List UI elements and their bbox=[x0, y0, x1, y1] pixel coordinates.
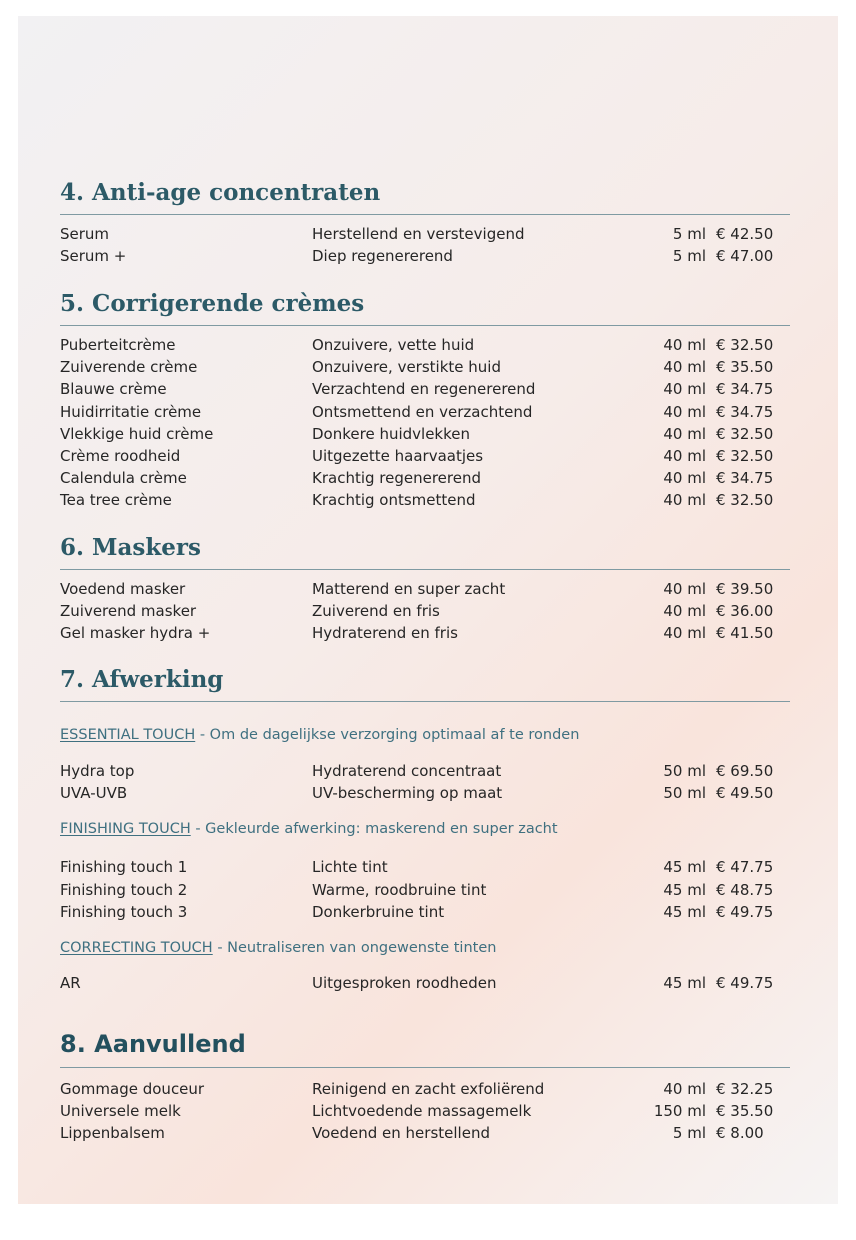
product-name: Finishing touch 2 bbox=[60, 880, 188, 899]
product-price: € 42.50 bbox=[716, 225, 774, 243]
subheading-finishing-touch bbox=[60, 818, 790, 840]
product-row bbox=[60, 901, 790, 923]
product-price: € 34.75 bbox=[716, 469, 774, 488]
section-divider bbox=[60, 701, 790, 702]
product-row bbox=[60, 223, 790, 245]
product-price: € 49.75 bbox=[716, 902, 774, 921]
product-volume: 150 ml bbox=[653, 1102, 706, 1121]
product-description: Krachtig regenererend bbox=[312, 469, 481, 488]
product-description: Krachtig ontsmettend bbox=[312, 491, 476, 510]
product-description: Matterend en super zacht bbox=[312, 580, 506, 598]
product-row bbox=[60, 245, 790, 267]
section-divider bbox=[60, 214, 790, 215]
product-row bbox=[60, 578, 790, 600]
product-description: Uitgesproken roodheden bbox=[312, 973, 497, 992]
subheading-note: - Neutraliseren van ongewenste tinten bbox=[212, 939, 497, 956]
product-volume: 40 ml bbox=[663, 446, 706, 465]
product-price: € 39.50 bbox=[716, 580, 774, 598]
product-description: Ontsmettend en verzachtend bbox=[312, 402, 533, 421]
product-volume: 40 ml bbox=[663, 624, 706, 643]
product-description: Hydraterend en fris bbox=[312, 624, 458, 643]
product-volume: 40 ml bbox=[663, 402, 706, 421]
product-volume: 50 ml bbox=[663, 784, 706, 803]
product-description: Onzuivere, verstikte huid bbox=[312, 358, 501, 377]
product-volume: 5 ml bbox=[672, 1124, 706, 1143]
product-row bbox=[60, 856, 790, 878]
product-name: Blauwe crème bbox=[60, 380, 167, 399]
product-volume: 40 ml bbox=[663, 380, 706, 399]
product-description: Lichtvoedende massagemelk bbox=[312, 1102, 532, 1121]
section-title: 6. Maskers bbox=[60, 534, 201, 561]
product-price: € 35.50 bbox=[716, 1102, 774, 1121]
product-row bbox=[60, 334, 790, 356]
product-list bbox=[60, 760, 790, 804]
subheading-essential-touch bbox=[60, 724, 790, 746]
subheading-label: ESSENTIAL TOUCH bbox=[60, 727, 196, 743]
product-row bbox=[60, 489, 790, 511]
product-list bbox=[60, 856, 790, 923]
product-price: € 69.50 bbox=[716, 762, 774, 780]
product-row bbox=[60, 378, 790, 400]
product-name: Vlekkige huid crème bbox=[60, 424, 214, 443]
product-name: Serum bbox=[60, 225, 110, 243]
product-description: Zuiverend en fris bbox=[312, 602, 440, 621]
product-name: UVA-UVB bbox=[60, 784, 128, 803]
product-name: Finishing touch 1 bbox=[60, 858, 188, 877]
product-volume: 5 ml bbox=[672, 225, 706, 243]
product-volume: 5 ml bbox=[672, 247, 706, 266]
product-row bbox=[60, 879, 790, 901]
subheading-label: FINISHING TOUCH bbox=[60, 821, 191, 838]
subheading-note: - Om de dagelijkse verzorging optimaal af te ronden bbox=[195, 727, 580, 743]
section-anti-age bbox=[60, 176, 790, 267]
product-row bbox=[60, 445, 790, 467]
product-list bbox=[60, 1078, 790, 1145]
product-row bbox=[60, 401, 790, 423]
product-price: € 32.50 bbox=[716, 491, 774, 510]
product-volume: 45 ml bbox=[663, 973, 706, 992]
product-name: Calendula crème bbox=[60, 469, 187, 488]
product-description: Herstellend en verstevigend bbox=[312, 225, 525, 243]
product-name: Hydra top bbox=[60, 762, 135, 780]
product-description: Uitgezette haarvaatjes bbox=[312, 446, 484, 465]
product-name: Serum + bbox=[60, 247, 127, 266]
product-name: Lippenbalsem bbox=[60, 1124, 165, 1143]
product-price: € 32.50 bbox=[716, 424, 774, 443]
section-divider bbox=[60, 569, 790, 570]
product-name: Crème roodheid bbox=[60, 446, 181, 465]
product-volume: 40 ml bbox=[663, 336, 706, 354]
subheading-note: - Gekleurde afwerking: maskerend en super zacht bbox=[190, 821, 558, 838]
product-volume: 50 ml bbox=[663, 762, 706, 780]
section-title: 8. Aanvullend bbox=[60, 1030, 246, 1058]
product-row bbox=[60, 760, 790, 782]
product-volume: 40 ml bbox=[663, 491, 706, 510]
product-name: Puberteitcrème bbox=[60, 336, 176, 354]
product-volume: 40 ml bbox=[663, 580, 706, 598]
product-description: Onzuivere, vette huid bbox=[312, 336, 475, 354]
product-name: Finishing touch 3 bbox=[60, 902, 188, 921]
product-volume: 40 ml bbox=[663, 1080, 706, 1098]
section-title: 7. Afwerking bbox=[60, 666, 224, 693]
product-name: Voedend masker bbox=[60, 580, 186, 598]
product-description: Hydraterend concentraat bbox=[312, 762, 502, 780]
product-price: € 32.50 bbox=[716, 446, 774, 465]
section-corrigerende-cremes bbox=[60, 287, 790, 512]
product-name: Tea tree crème bbox=[60, 491, 172, 510]
section-title: 4. Anti-age concentraten bbox=[60, 179, 381, 206]
product-description: Donkerbruine tint bbox=[312, 902, 445, 921]
product-name: Gel masker hydra + bbox=[60, 624, 211, 643]
section-aanvullend bbox=[60, 1027, 790, 1145]
subheading-correcting-touch bbox=[60, 937, 790, 959]
product-volume: 45 ml bbox=[663, 902, 706, 921]
product-volume: 40 ml bbox=[663, 602, 706, 621]
product-row bbox=[60, 1078, 790, 1100]
product-price: € 48.75 bbox=[716, 880, 774, 899]
subheading-label: CORRECTING TOUCH bbox=[60, 939, 213, 956]
product-description: Warme, roodbruine tint bbox=[312, 880, 487, 899]
product-name: Huidirritatie crème bbox=[60, 402, 202, 421]
product-price: € 32.50 bbox=[716, 336, 774, 354]
product-row bbox=[60, 622, 790, 644]
product-row bbox=[60, 972, 790, 994]
product-description: Verzachtend en regenererend bbox=[312, 380, 536, 399]
product-row bbox=[60, 423, 790, 445]
product-description: Voedend en herstellend bbox=[312, 1124, 490, 1143]
product-description: Reinigend en zacht exfoliërend bbox=[312, 1080, 545, 1098]
product-row bbox=[60, 782, 790, 804]
product-volume: 40 ml bbox=[663, 469, 706, 488]
product-price: € 47.00 bbox=[716, 247, 774, 266]
product-name: Gommage douceur bbox=[60, 1080, 205, 1098]
section-divider bbox=[60, 1067, 790, 1068]
section-title: 5. Corrigerende crèmes bbox=[60, 290, 365, 317]
product-volume: 40 ml bbox=[663, 424, 706, 443]
section-divider bbox=[60, 325, 790, 326]
product-description: Diep regenererend bbox=[312, 247, 453, 266]
section-afwerking bbox=[60, 663, 790, 994]
product-volume: 45 ml bbox=[663, 858, 706, 877]
product-price: € 8.00 bbox=[716, 1124, 764, 1143]
product-price: € 47.75 bbox=[716, 858, 774, 877]
product-list bbox=[60, 334, 790, 512]
product-price: € 41.50 bbox=[716, 624, 774, 643]
product-list bbox=[60, 578, 790, 645]
product-name: AR bbox=[60, 973, 81, 992]
product-volume: 45 ml bbox=[663, 880, 706, 899]
product-row bbox=[60, 1100, 790, 1122]
product-volume: 40 ml bbox=[663, 358, 706, 377]
section-maskers bbox=[60, 531, 790, 645]
product-price: € 49.50 bbox=[716, 784, 774, 803]
product-row bbox=[60, 356, 790, 378]
product-price: € 32.25 bbox=[716, 1080, 774, 1098]
product-price: € 36.00 bbox=[716, 602, 774, 621]
product-list bbox=[60, 223, 790, 267]
product-description: UV-bescherming op maat bbox=[312, 784, 503, 803]
product-price: € 34.75 bbox=[716, 402, 774, 421]
product-description: Lichte tint bbox=[312, 858, 388, 877]
product-name: Universele melk bbox=[60, 1102, 181, 1121]
product-name: Zuiverende crème bbox=[60, 358, 198, 377]
product-row bbox=[60, 467, 790, 489]
product-price: € 34.75 bbox=[716, 380, 774, 399]
product-name: Zuiverend masker bbox=[60, 602, 197, 621]
product-price: € 49.75 bbox=[716, 973, 774, 992]
product-row bbox=[60, 1122, 790, 1144]
product-price: € 35.50 bbox=[716, 358, 774, 377]
product-row bbox=[60, 600, 790, 622]
product-list bbox=[60, 972, 790, 994]
product-description: Donkere huidvlekken bbox=[312, 424, 470, 443]
